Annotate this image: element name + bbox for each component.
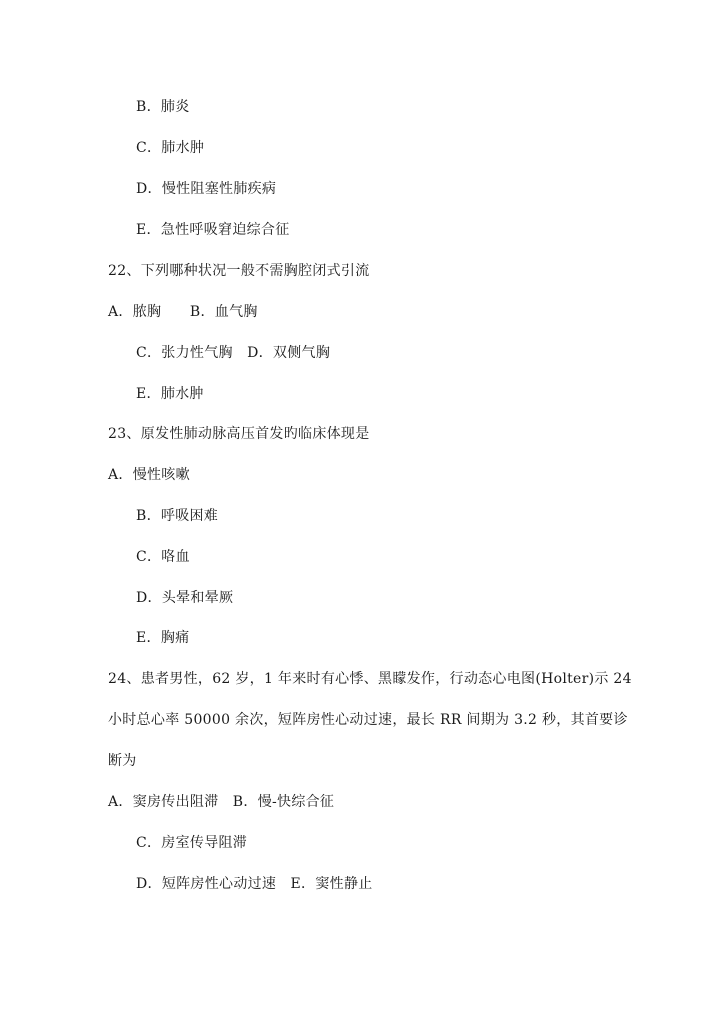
- question-line: 24、患者男性，62 岁，1 年来时有心悸、黑矇发作，行动态心电图(Holter)示 24: [108, 671, 632, 687]
- option-line: A．慢性咳嗽: [108, 467, 190, 483]
- option-line: B．肺炎: [136, 99, 190, 115]
- option-line: A．窦房传出阻滞 B．慢-快综合征: [108, 794, 335, 810]
- option-line: B．呼吸困难: [136, 508, 219, 524]
- option-line: E．急性呼吸窘迫综合征: [136, 222, 290, 238]
- option-line: D．慢性阻塞性肺疾病: [136, 181, 277, 197]
- option-line: A．脓胸 B．血气胸: [108, 304, 258, 320]
- option-line: C．肺水肿: [136, 140, 205, 156]
- option-line: C．咯血: [136, 549, 190, 565]
- option-line: D．短阵房性心动过速 E．窦性静止: [136, 876, 373, 892]
- option-line: E．胸痛: [136, 630, 190, 646]
- question-line: 23、原发性肺动脉高压首发旳临床体现是: [108, 426, 370, 442]
- option-line: C．张力性气胸 D．双侧气胸: [136, 345, 331, 361]
- question-line: 22、下列哪种状况一般不需胸腔闭式引流: [108, 263, 370, 279]
- question-line: 断为: [108, 753, 137, 769]
- option-line: D．头晕和晕厥: [136, 590, 234, 606]
- question-line: 小时总心率 50000 余次，短阵房性心动过速，最长 RR 间期为 3.2 秒，其首要诊: [108, 712, 628, 728]
- option-line: C．房室传导阻滞: [136, 835, 248, 851]
- option-line: E．肺水肿: [136, 386, 204, 402]
